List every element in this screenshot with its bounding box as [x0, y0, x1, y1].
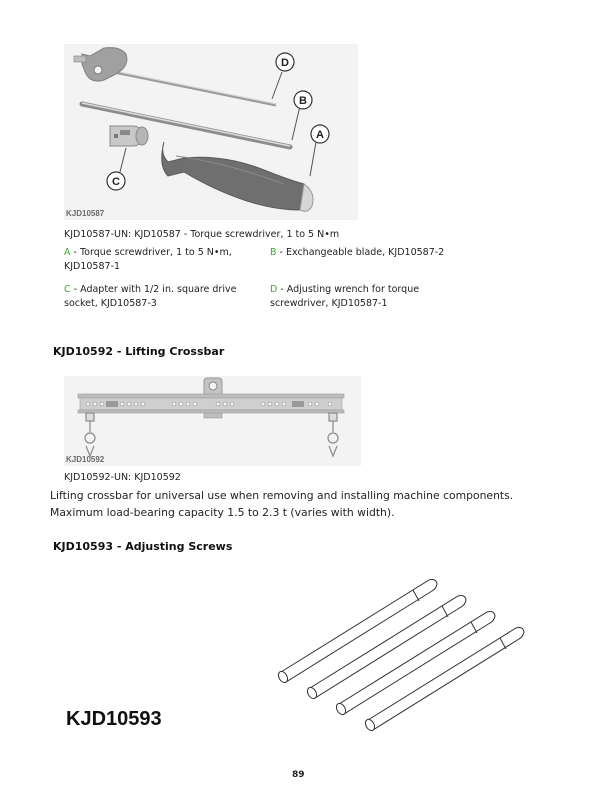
legend-letter: C	[64, 284, 71, 295]
figure-lifting-crossbar	[64, 376, 361, 466]
figure-adjusting-screws	[270, 570, 540, 740]
left-hook	[85, 413, 95, 456]
legend-letter: A	[64, 247, 71, 258]
adjusting-screws-illustration	[270, 570, 540, 740]
page-number: 89	[292, 770, 305, 780]
legend-item-b	[270, 246, 490, 260]
callout-a	[311, 125, 329, 143]
callout-c	[107, 172, 125, 190]
callout-d-label: D	[281, 57, 289, 69]
screw-rods	[277, 580, 524, 733]
legend-item-c	[64, 283, 259, 311]
section-heading-lifting-crossbar: KJD10592 - Lifting Crossbar	[53, 345, 225, 358]
adjusting-wrench	[74, 48, 276, 105]
lifting-crossbar-illustration	[64, 376, 361, 466]
right-hook	[328, 413, 338, 456]
adapter-socket	[110, 126, 148, 146]
legend-text: - Torque screwdriver, 1 to 5 N•m, KJD10587-1	[64, 247, 232, 272]
legend-text: - Exchangeable blade, KJD10587-2	[276, 247, 445, 258]
figure-code-large: KJD10593	[66, 708, 162, 730]
section-heading-adjusting-screws: KJD10593 - Adjusting Screws	[53, 540, 233, 553]
description-line-2: Maximum load-bearing capacity 1.5 to 2.3 t (varies with width).	[50, 506, 395, 519]
callout-a-label: A	[316, 129, 324, 141]
callout-d	[276, 53, 294, 71]
figure-code: KJD10592	[66, 455, 105, 464]
figure-caption: KJD10592-UN: KJD10592	[64, 472, 181, 483]
legend-item-a	[64, 246, 259, 274]
torque-screwdriver-illustration	[64, 44, 358, 220]
legend-letter: B	[270, 247, 277, 258]
callout-b	[294, 91, 312, 109]
callout-b-label: B	[299, 95, 307, 107]
legend-item-d	[270, 283, 470, 311]
figure-torque-screwdriver	[64, 44, 358, 220]
figure-code: KJD10587	[66, 209, 105, 218]
legend-letter: D	[270, 284, 278, 295]
callout-c-label: C	[112, 176, 120, 188]
description-line-1: Lifting crossbar for universal use when removing and installing machine components.	[50, 489, 514, 502]
legend-text: - Adapter with 1/2 in. square drive socket, KJD10587-3	[64, 284, 237, 309]
figure-caption: KJD10587-UN: KJD10587 - Torque screwdriver, 1 to 5 N•m	[64, 229, 340, 240]
screwdriver-handle	[162, 142, 313, 211]
legend-text: - Adjusting wrench for torque screwdriver, KJD10587-1	[270, 284, 420, 309]
